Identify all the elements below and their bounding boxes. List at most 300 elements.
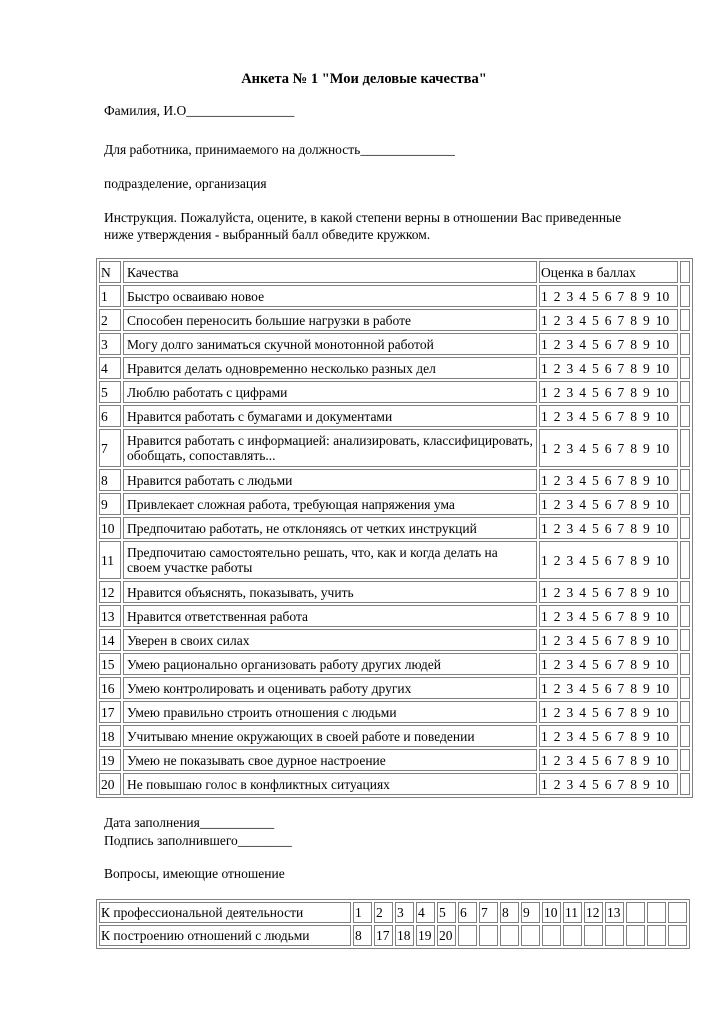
score-option[interactable]: 1: [541, 552, 548, 568]
score-option[interactable]: 9: [643, 408, 650, 424]
empty-cell: [680, 677, 690, 699]
score-option[interactable]: 5: [592, 360, 599, 376]
score-option[interactable]: 4: [579, 384, 586, 400]
score-option[interactable]: 9: [643, 552, 650, 568]
score-option[interactable]: 9: [643, 312, 650, 328]
score-option[interactable]: 3: [566, 584, 574, 600]
score-option[interactable]: 4: [579, 552, 586, 568]
score-option[interactable]: 9: [643, 704, 650, 720]
quality-text: Могу долго заниматься скучной монотонной работой: [123, 333, 537, 355]
quality-text: Предпочитаю работать, не отклоняясь от четких инструкций: [123, 517, 537, 539]
score-option[interactable]: 5: [592, 728, 599, 744]
score-option[interactable]: 8: [630, 336, 637, 352]
score-option[interactable]: 9: [643, 656, 650, 672]
empty-cell: [680, 405, 690, 427]
score-option[interactable]: 8: [630, 752, 637, 768]
score-option[interactable]: 10: [655, 472, 670, 488]
question-number-cell: [605, 925, 624, 946]
question-number-cell: 3: [395, 902, 414, 923]
question-number-cell: [479, 925, 498, 946]
score-option[interactable]: 1: [541, 360, 548, 376]
row-number: 14: [99, 629, 121, 651]
score-option[interactable]: 5: [592, 520, 599, 536]
table-row: [99, 517, 690, 539]
score-option[interactable]: 3: [566, 680, 574, 696]
score-option[interactable]: 3: [566, 440, 574, 456]
table-row: [99, 285, 690, 307]
score-option[interactable]: 8: [630, 496, 637, 512]
score-option[interactable]: 10: [655, 384, 670, 400]
table-header-row: [99, 261, 690, 283]
score-option[interactable]: 3: [566, 312, 574, 328]
score-scale: [539, 541, 678, 579]
question-number-cell: 6: [458, 902, 477, 923]
score-option[interactable]: 7: [617, 440, 625, 456]
row-number: 20: [99, 773, 121, 795]
empty-cell: [680, 333, 690, 355]
score-option[interactable]: 8: [630, 704, 637, 720]
row-number: 16: [99, 677, 121, 699]
empty-cell: [680, 309, 690, 331]
score-option[interactable]: 2: [553, 336, 561, 352]
score-option[interactable]: 7: [617, 552, 625, 568]
score-option[interactable]: 4: [579, 496, 586, 512]
score-option[interactable]: 7: [617, 288, 625, 304]
table-row: [99, 541, 690, 579]
score-option[interactable]: 8: [630, 776, 637, 792]
score-option[interactable]: 10: [655, 656, 670, 672]
score-option[interactable]: 10: [655, 584, 670, 600]
score-option[interactable]: 5: [592, 752, 599, 768]
score-option[interactable]: 3: [566, 520, 574, 536]
score-option[interactable]: 7: [617, 728, 625, 744]
score-option[interactable]: 10: [655, 776, 670, 792]
score-option[interactable]: 10: [655, 288, 670, 304]
score-option[interactable]: 1: [541, 704, 548, 720]
score-scale: [539, 581, 678, 603]
score-option[interactable]: 7: [617, 384, 625, 400]
table-row: [99, 381, 690, 403]
score-option[interactable]: 1: [541, 584, 548, 600]
empty-cell: [680, 493, 690, 515]
score-scale: [539, 333, 678, 355]
score-option[interactable]: 4: [579, 408, 586, 424]
score-option[interactable]: 3: [566, 608, 574, 624]
score-option[interactable]: 10: [655, 728, 670, 744]
score-option[interactable]: 9: [643, 336, 650, 352]
quality-text: Умею правильно строить отношения с людьми: [123, 701, 537, 723]
page-title: Анкета № 1 "Мои деловые качества": [241, 71, 487, 87]
table-row: [99, 333, 690, 355]
table-row: [99, 357, 690, 379]
score-option[interactable]: 10: [655, 632, 670, 648]
score-option[interactable]: 4: [579, 440, 586, 456]
row-number: 3: [99, 333, 121, 355]
score-option[interactable]: 1: [541, 656, 548, 672]
score-option[interactable]: 6: [604, 360, 612, 376]
question-number-cell: 7: [479, 902, 498, 923]
row-number: 13: [99, 605, 121, 627]
score-option[interactable]: 3: [566, 360, 574, 376]
score-option[interactable]: 6: [604, 384, 612, 400]
questions-row: [99, 925, 687, 946]
score-option[interactable]: 7: [617, 496, 625, 512]
row-number: 9: [99, 493, 121, 515]
question-number-cell: [563, 925, 582, 946]
score-option[interactable]: 6: [604, 288, 612, 304]
score-option[interactable]: 4: [579, 520, 586, 536]
score-option[interactable]: 9: [643, 728, 650, 744]
score-option[interactable]: 1: [541, 776, 548, 792]
score-option[interactable]: 10: [655, 680, 670, 696]
empty-cell: [680, 429, 690, 467]
score-option[interactable]: 5: [592, 288, 599, 304]
score-option[interactable]: 5: [592, 496, 599, 512]
score-option[interactable]: 2: [553, 704, 561, 720]
score-option[interactable]: 8: [630, 360, 637, 376]
score-option[interactable]: 5: [592, 776, 599, 792]
score-option[interactable]: 4: [579, 336, 586, 352]
score-option[interactable]: 2: [553, 752, 561, 768]
score-option[interactable]: 4: [579, 728, 586, 744]
qualities-table: [96, 258, 693, 798]
row-number: 1: [99, 285, 121, 307]
score-option[interactable]: 4: [579, 704, 586, 720]
name-field: Фамилия, И.О________________: [104, 103, 295, 118]
score-option[interactable]: 6: [604, 680, 612, 696]
row-number: 17: [99, 701, 121, 723]
score-option[interactable]: 10: [655, 552, 670, 568]
quality-text: Нравится работать с людьми: [123, 469, 537, 491]
quality-text: Привлекает сложная работа, требующая напряжения ума: [123, 493, 537, 515]
score-option[interactable]: 7: [617, 776, 625, 792]
score-option[interactable]: 4: [579, 680, 586, 696]
score-scale: [539, 517, 678, 539]
score-option[interactable]: 10: [655, 336, 670, 352]
score-option[interactable]: 8: [630, 680, 637, 696]
score-option[interactable]: 6: [604, 552, 612, 568]
score-option[interactable]: 7: [617, 520, 625, 536]
score-option[interactable]: 2: [553, 584, 561, 600]
score-option[interactable]: 8: [630, 440, 637, 456]
score-option[interactable]: 6: [604, 336, 612, 352]
score-option[interactable]: 6: [604, 520, 612, 536]
empty-cell: [680, 701, 690, 723]
score-option[interactable]: 7: [617, 360, 625, 376]
score-option[interactable]: 7: [617, 408, 625, 424]
score-option[interactable]: 9: [643, 752, 650, 768]
score-option[interactable]: 9: [643, 632, 650, 648]
score-option[interactable]: 6: [604, 496, 612, 512]
score-option[interactable]: 8: [630, 728, 637, 744]
score-option[interactable]: 4: [579, 472, 586, 488]
score-option[interactable]: 10: [655, 496, 670, 512]
score-scale: [539, 469, 678, 491]
score-scale: [539, 357, 678, 379]
score-option[interactable]: 9: [643, 288, 650, 304]
score-option[interactable]: 1: [541, 336, 548, 352]
score-option[interactable]: 7: [617, 312, 625, 328]
score-option[interactable]: 3: [566, 752, 574, 768]
score-option[interactable]: 6: [604, 752, 612, 768]
score-option[interactable]: 8: [630, 472, 637, 488]
score-scale: [539, 493, 678, 515]
score-option[interactable]: 2: [553, 680, 561, 696]
score-option[interactable]: 5: [592, 584, 599, 600]
score-option[interactable]: 6: [604, 584, 612, 600]
quality-text: Умею рационально организовать работу других людей: [123, 653, 537, 675]
score-option[interactable]: 1: [541, 440, 548, 456]
score-option[interactable]: 1: [541, 312, 548, 328]
score-option[interactable]: 8: [630, 312, 637, 328]
score-option[interactable]: 3: [566, 728, 574, 744]
score-option[interactable]: 1: [541, 632, 548, 648]
score-option[interactable]: 5: [592, 552, 599, 568]
score-option[interactable]: 3: [566, 552, 574, 568]
score-option[interactable]: 8: [630, 288, 637, 304]
score-option[interactable]: 1: [541, 496, 548, 512]
questions-table: [96, 899, 690, 949]
score-option[interactable]: 2: [553, 360, 561, 376]
question-number-cell: 2: [374, 902, 393, 923]
row-number: 12: [99, 581, 121, 603]
table-row: [99, 677, 690, 699]
score-option[interactable]: 5: [592, 336, 599, 352]
score-scale: [539, 285, 678, 307]
score-option[interactable]: 5: [592, 704, 599, 720]
score-option[interactable]: 1: [541, 384, 548, 400]
score-option[interactable]: 2: [553, 608, 561, 624]
quality-text: Учитываю мнение окружающих в своей работе и поведении: [123, 725, 537, 747]
score-option[interactable]: 2: [553, 632, 561, 648]
score-option[interactable]: 3: [566, 408, 574, 424]
score-option[interactable]: 6: [604, 728, 612, 744]
score-option[interactable]: 3: [566, 288, 574, 304]
score-option[interactable]: 8: [630, 584, 637, 600]
date-field: Дата заполнения___________: [104, 815, 275, 830]
quality-text: Не повышаю голос в конфликтных ситуациях: [123, 773, 537, 795]
score-option[interactable]: 3: [566, 496, 574, 512]
score-option[interactable]: 2: [553, 552, 561, 568]
score-scale: [539, 309, 678, 331]
score-option[interactable]: 9: [643, 776, 650, 792]
score-option[interactable]: 4: [579, 776, 586, 792]
table-row: [99, 653, 690, 675]
quality-text: Умею контролировать и оценивать работу других: [123, 677, 537, 699]
score-option[interactable]: 3: [566, 776, 574, 792]
score-option[interactable]: 4: [579, 584, 586, 600]
score-option[interactable]: 8: [630, 608, 637, 624]
score-option[interactable]: 7: [617, 656, 625, 672]
score-option[interactable]: 9: [643, 584, 650, 600]
score-option[interactable]: 1: [541, 752, 548, 768]
score-option[interactable]: 6: [604, 776, 612, 792]
score-option[interactable]: 2: [553, 656, 561, 672]
score-option[interactable]: 7: [617, 704, 625, 720]
score-option[interactable]: 4: [579, 752, 586, 768]
table-row: [99, 405, 690, 427]
score-option[interactable]: 9: [643, 472, 650, 488]
score-option[interactable]: 2: [553, 776, 561, 792]
empty-cell: [680, 381, 690, 403]
score-option[interactable]: 9: [643, 608, 650, 624]
score-option[interactable]: 1: [541, 472, 548, 488]
score-scale: [539, 629, 678, 651]
score-option[interactable]: 8: [630, 520, 637, 536]
score-option[interactable]: 5: [592, 384, 599, 400]
question-number-cell: [584, 925, 603, 946]
signature-field: Подпись заполнившего________: [104, 833, 292, 848]
score-option[interactable]: 10: [655, 704, 670, 720]
score-scale: [539, 405, 678, 427]
score-option[interactable]: 6: [604, 608, 612, 624]
row-number: 5: [99, 381, 121, 403]
score-option[interactable]: 9: [643, 680, 650, 696]
score-option[interactable]: 4: [579, 360, 586, 376]
score-scale: [539, 381, 678, 403]
empty-cell: [680, 541, 690, 579]
table-row: [99, 701, 690, 723]
score-option[interactable]: 1: [541, 288, 548, 304]
row-number: 6: [99, 405, 121, 427]
row-number: 19: [99, 749, 121, 771]
score-option[interactable]: 3: [566, 384, 574, 400]
score-option[interactable]: 4: [579, 312, 586, 328]
score-option[interactable]: 10: [655, 520, 670, 536]
score-option[interactable]: 8: [630, 552, 637, 568]
score-option[interactable]: 1: [541, 728, 548, 744]
question-number-cell: 1: [353, 902, 372, 923]
row-number: 15: [99, 653, 121, 675]
score-option[interactable]: 1: [541, 680, 548, 696]
score-option[interactable]: 5: [592, 680, 599, 696]
score-option[interactable]: 5: [592, 472, 599, 488]
table-row: [99, 773, 690, 795]
question-number-cell: 9: [521, 902, 540, 923]
score-option[interactable]: 6: [604, 472, 612, 488]
score-option[interactable]: 6: [604, 312, 612, 328]
question-number-cell: [647, 925, 666, 946]
table-row: [99, 581, 690, 603]
score-option[interactable]: 8: [630, 408, 637, 424]
score-option[interactable]: 2: [553, 728, 561, 744]
score-option[interactable]: 3: [566, 336, 574, 352]
score-option[interactable]: 6: [604, 440, 612, 456]
quality-text: Предпочитаю самостоятельно решать, что, как и когда делать на своем участке работы: [123, 541, 537, 579]
question-number-cell: 4: [416, 902, 435, 923]
score-option[interactable]: 1: [541, 520, 548, 536]
score-option[interactable]: 8: [630, 384, 637, 400]
score-option[interactable]: 2: [553, 312, 561, 328]
question-number-cell: 11: [563, 902, 582, 923]
empty-cell: [680, 469, 690, 491]
score-option[interactable]: 5: [592, 440, 599, 456]
score-option[interactable]: 2: [553, 472, 561, 488]
score-option[interactable]: 5: [592, 408, 599, 424]
row-number: 2: [99, 309, 121, 331]
score-option[interactable]: 7: [617, 632, 625, 648]
score-option[interactable]: 1: [541, 608, 548, 624]
score-scale: [539, 677, 678, 699]
score-option[interactable]: 2: [553, 440, 561, 456]
score-option[interactable]: 3: [566, 472, 574, 488]
empty-cell: [680, 725, 690, 747]
score-option[interactable]: 9: [643, 520, 650, 536]
score-option[interactable]: 2: [553, 288, 561, 304]
question-number-cell: 13: [605, 902, 624, 923]
score-option[interactable]: 7: [617, 336, 625, 352]
score-option[interactable]: 5: [592, 312, 599, 328]
table-row: [99, 469, 690, 491]
score-option[interactable]: 6: [604, 632, 612, 648]
score-option[interactable]: 2: [553, 408, 561, 424]
score-option[interactable]: 8: [630, 656, 637, 672]
department-field: подразделение, организация: [104, 176, 267, 191]
score-option[interactable]: 10: [655, 440, 670, 456]
score-option[interactable]: 7: [617, 472, 625, 488]
score-option[interactable]: 9: [643, 496, 650, 512]
header-score: Оценка в баллах: [539, 261, 678, 283]
score-option[interactable]: 2: [553, 496, 561, 512]
question-number-cell: 8: [353, 925, 372, 946]
score-option[interactable]: 7: [617, 584, 625, 600]
score-scale: [539, 749, 678, 771]
score-option[interactable]: 3: [566, 632, 574, 648]
score-option[interactable]: 9: [643, 440, 650, 456]
empty-cell: [680, 357, 690, 379]
questions-row-label: К построению отношений с людьми: [99, 925, 351, 946]
score-option[interactable]: 7: [617, 608, 625, 624]
score-option[interactable]: 5: [592, 608, 599, 624]
question-number-cell: [626, 902, 645, 923]
empty-cell: [680, 581, 690, 603]
score-option[interactable]: 10: [655, 752, 670, 768]
question-number-cell: 17: [374, 925, 393, 946]
table-row: [99, 749, 690, 771]
row-number: 10: [99, 517, 121, 539]
score-option[interactable]: 3: [566, 656, 574, 672]
score-option[interactable]: 6: [604, 656, 612, 672]
score-option[interactable]: 8: [630, 632, 637, 648]
score-option[interactable]: 5: [592, 656, 599, 672]
score-option[interactable]: 4: [579, 656, 586, 672]
score-option[interactable]: 10: [655, 312, 670, 328]
score-option[interactable]: 1: [541, 408, 548, 424]
score-option[interactable]: 7: [617, 680, 625, 696]
score-option[interactable]: 4: [579, 608, 586, 624]
question-number-cell: 19: [416, 925, 435, 946]
questions-row-label: К профессиональной деятельности: [99, 902, 351, 923]
score-option[interactable]: 4: [579, 632, 586, 648]
table-row: [99, 493, 690, 515]
score-option[interactable]: 9: [643, 360, 650, 376]
score-option[interactable]: 10: [655, 408, 670, 424]
score-option[interactable]: 10: [655, 360, 670, 376]
score-option[interactable]: 9: [643, 384, 650, 400]
score-option[interactable]: 2: [553, 520, 561, 536]
score-option[interactable]: 10: [655, 608, 670, 624]
score-option[interactable]: 2: [553, 384, 561, 400]
question-number-cell: [458, 925, 477, 946]
empty-cell: [680, 749, 690, 771]
score-option[interactable]: 5: [592, 632, 599, 648]
score-option[interactable]: 6: [604, 704, 612, 720]
quality-text: Нравится работать с информацией: анализировать, классифицировать, обобщать, сопоставлять...: [123, 429, 537, 467]
score-option[interactable]: 7: [617, 752, 625, 768]
score-option[interactable]: 4: [579, 288, 586, 304]
score-option[interactable]: 3: [566, 704, 574, 720]
score-option[interactable]: 6: [604, 408, 612, 424]
